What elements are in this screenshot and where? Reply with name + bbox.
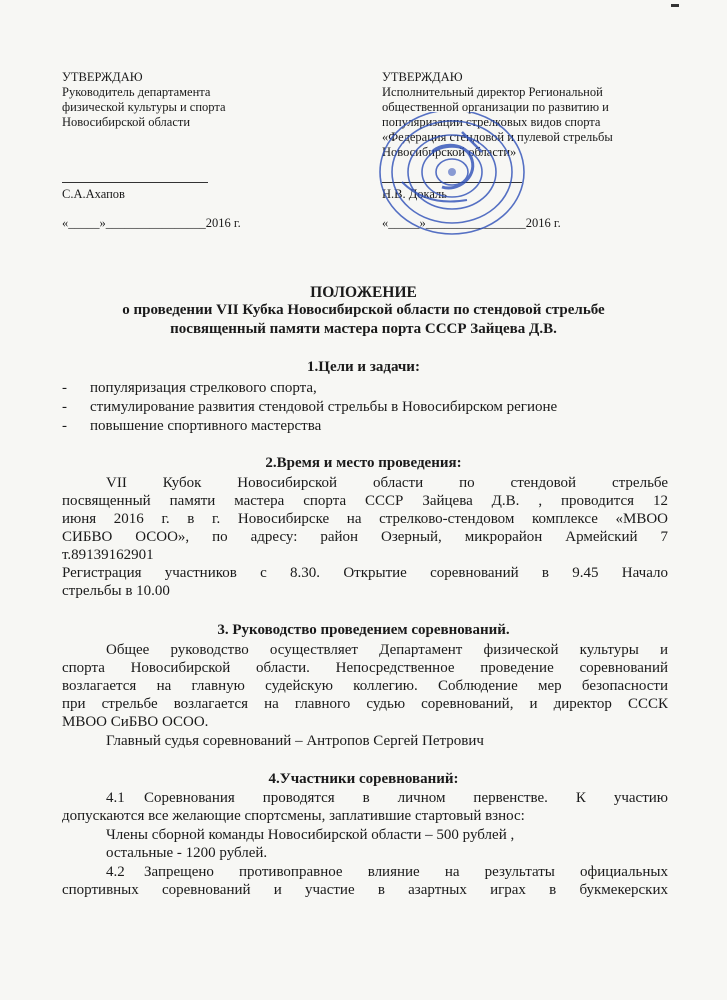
right-approval-position-line: Новосибирской области» [382,145,517,159]
paragraph-line: посвященный памяти мастера спорта СССР Зайцева Д.В. , проводится 12 [62,493,668,509]
right-approval-position-line: «Федерация стендовой и пулевой стрельбы [382,130,613,144]
paragraph-line: VII Кубок Новосибирской области по стендовой стрельбе [106,475,668,491]
section-4-heading: 4.Участники соревнований: [268,771,459,787]
doc-title: ПОЛОЖЕНИЕ [310,284,417,301]
doc-subtitle-line: посвященный памяти мастера порта СССР Зайцева Д.В. [170,321,557,337]
fee-line: остальные - 1200 рублей. [106,845,268,861]
paragraph-line: возлагается на главную судейскую коллегию. Соблюдение мер безопасности [62,678,668,694]
item-number: 4.2 [106,864,125,880]
right-approval-position-line: популяризации стрелковых видов спорта [382,115,601,129]
left-approval-position-line: Новосибирской области [62,115,191,129]
paragraph-line: Соревнования проводятся в личном первенстве. К участию [144,790,668,806]
right-approval-head: УТВЕРЖДАЮ [382,70,463,84]
doc-subtitle-line: о проведении VII Кубка Новосибирской области по стендовой стрельбе [122,302,605,318]
seal-stamp-icon [372,112,532,242]
left-signature-line [62,182,208,183]
paragraph-line: допускаются все желающие спортсмены, заплатившие стартовый взнос: [62,808,525,824]
right-signer: Н.В. Докаль [382,187,447,201]
paragraph-line: МВОО СиБВО ОСОО. [62,714,209,730]
paragraph-line: июня 2016 г. в г. Новосибирске на стрелково-стендовом комплексе «МВОО [62,511,668,527]
paragraph-line: стрельбы в 10.00 [62,583,170,599]
list-item: - стимулирование развития стендовой стрельбы в Новосибирском регионе [62,399,558,415]
paragraph-line: спортивных соревнований и участие в азартных играх в букмекерских [62,882,668,898]
left-signer: С.А.Ахапов [62,187,125,201]
paragraph-line: т.89139162901 [62,547,154,563]
fee-line: Члены сборной команды Новосибирской области – 500 рублей , [106,827,515,843]
item-number: 4.1 [106,790,125,806]
paragraph-line: при стрельбе возлагается на главного судью соревнований, и директор СССК [62,696,668,712]
section-3-heading: 3. Руководство проведением соревнований. [217,622,510,638]
paragraph-line: Общее руководство осуществляет Департамент физической культуры и [106,642,668,658]
left-approval-head: УТВЕРЖДАЮ [62,70,143,84]
paragraph-line: СИБВО ОСОО», по адресу: район Озерный, микрорайон Армейский 7 [62,529,668,545]
section-1-heading: 1.Цели и задачи: [307,359,420,375]
left-approval-position-line: физической культуры и спорта [62,100,226,114]
scan-mark [671,4,679,7]
right-date-line: «_____»________________2016 г. [382,216,561,230]
chief-judge: Главный судья соревнований – Антропов Сергей Петрович [106,733,484,749]
paragraph-line: спорта Новосибирской области. Непосредственное проведение соревнований [62,660,668,676]
left-approval-position-line: Руководитель департамента [62,85,211,99]
paragraph-line: Запрещено противоправное влияние на результаты официальных [144,864,668,880]
right-approval-position-line: Исполнительный директор Региональной [382,85,603,99]
section-2-heading: 2.Время и место проведения: [265,455,462,471]
left-date-line: «_____»________________2016 г. [62,216,241,230]
right-approval-position-line: общественной организации по развитию и [382,100,609,114]
left-approval-block [62,70,226,130]
list-item: - повышение спортивного мастерства [62,418,322,434]
list-item: - популяризация стрелкового спорта, [62,380,317,396]
paragraph-line: Регистрация участников с 8.30. Открытие соревнований в 9.45 Начало [62,565,668,581]
